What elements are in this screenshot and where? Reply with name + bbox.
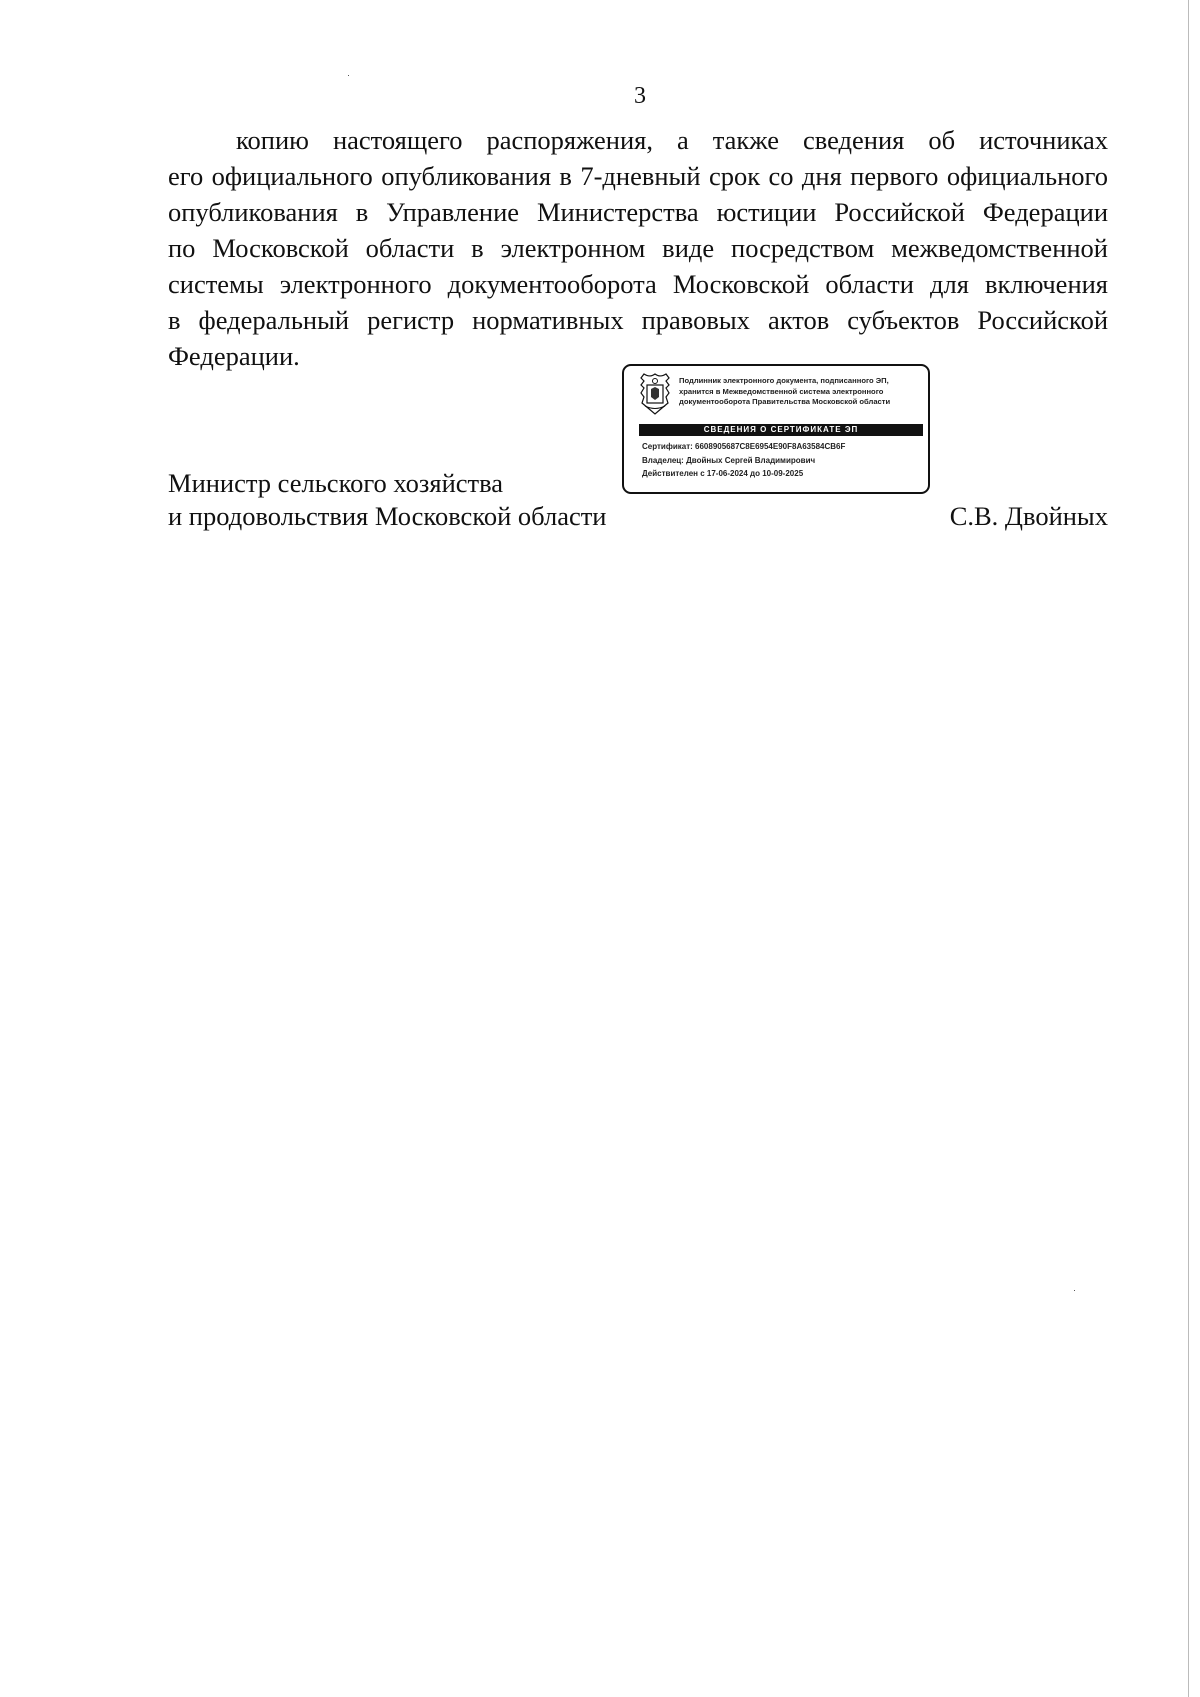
body-line-3: опубликования в Управление Министерства юстиции Российской Федерации: [168, 197, 1108, 227]
stamp-notice: [679, 376, 924, 408]
signer-position: [168, 467, 607, 533]
body-line-6: в федеральный регистр нормативных правовых актов субъектов Российской: [168, 305, 1108, 335]
body-line-7: Федерации.: [168, 341, 300, 371]
body-paragraph: [168, 122, 1108, 374]
stamp-notice-line-3: документооборота Правительства Московской области: [679, 397, 891, 406]
body-line-1: копию настоящего распоряжения, а также сведения об источниках: [236, 125, 1108, 155]
stamp-validity: Действителен с 17-06-2024 до 10-09-2025: [642, 469, 804, 478]
body-line-5: системы электронного документооборота Московской области для включения: [168, 269, 1108, 299]
stamp-details: [642, 440, 922, 481]
scan-dot: [348, 75, 349, 76]
e-signature-stamp: [622, 364, 930, 494]
stamp-certificate: Сертификат: 6608905687C8E6954E90F8A63584CB6F: [642, 442, 846, 451]
signer-position-line-1: Министр сельского хозяйства: [168, 468, 504, 498]
page-number: 3: [634, 83, 646, 109]
signer-name: С.В. Двойных: [949, 501, 1108, 531]
stamp-notice-line-1: Подлинник электронного документа, подписанного ЭП,: [679, 376, 889, 385]
scan-dot: [1074, 1290, 1075, 1291]
scan-edge-line: [1188, 0, 1189, 1697]
stamp-notice-line-2: хранится в Межведомственной система электронного: [679, 386, 884, 396]
body-line-2: его официального опубликования в 7-дневный срок со дня первого официального: [168, 161, 1108, 191]
signer-position-line-2: и продовольствия Московской области: [168, 501, 607, 531]
body-line-4: по Московской области в электронном виде посредством межведомственной: [168, 233, 1108, 263]
stamp-header: СВЕДЕНИЯ О СЕРТИФИКАТЕ ЭП: [639, 424, 923, 436]
stamp-owner: Владелец: Двойных Сергей Владимирович: [642, 455, 816, 465]
coat-of-arms-icon: [638, 373, 672, 415]
